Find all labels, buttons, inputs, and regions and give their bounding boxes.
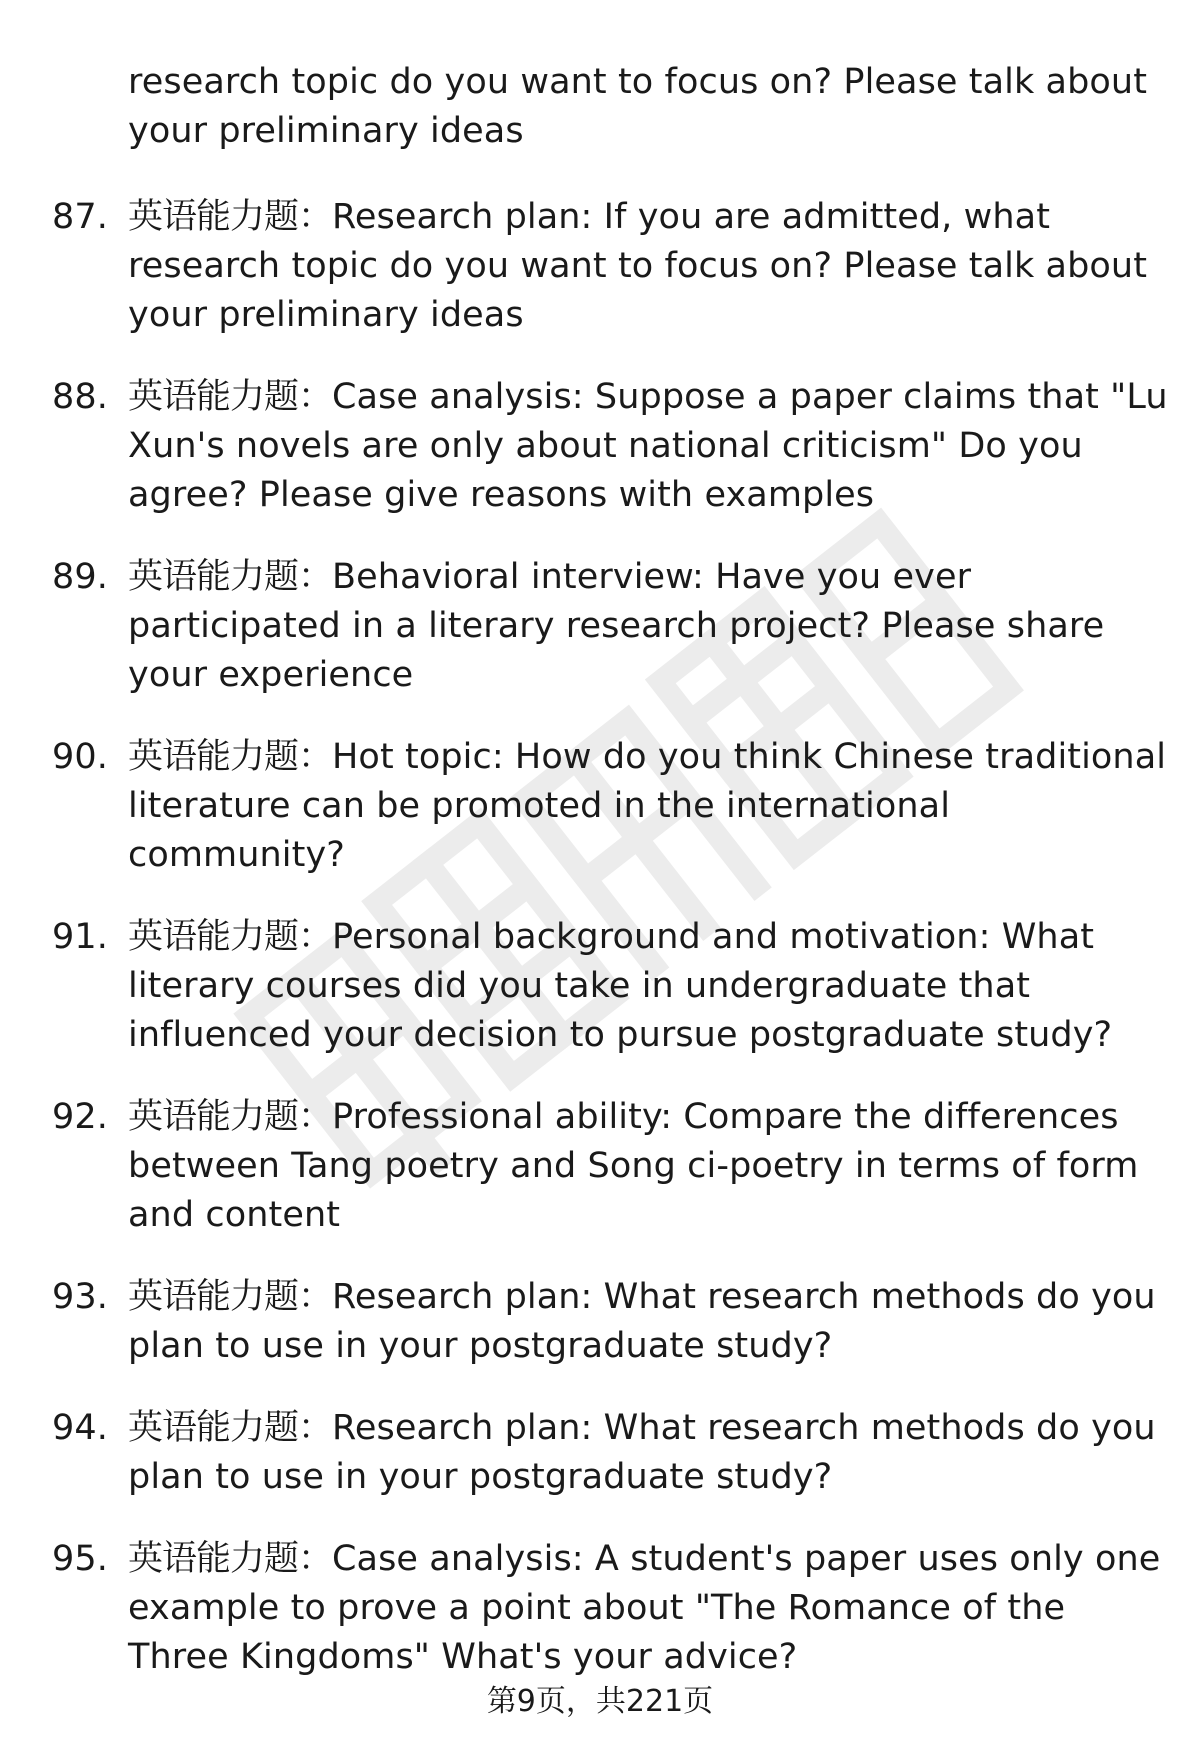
question-tag: 英语能力题： [128,737,333,777]
list-item [52,1093,1172,1240]
question-tag: 英语能力题： [128,1408,333,1448]
question-tag: 英语能力题： [128,557,333,597]
list-item [52,1273,1172,1371]
question-text: Personal background and motivation: What literary courses did you take in undergraduate that influenced your decision to pursue postgraduate study? [128,917,1113,1055]
question-tag: 英语能力题： [128,377,333,417]
question-number: 87. [52,197,108,237]
list-item [52,58,1172,156]
question-number: 88. [52,377,108,417]
question-list [52,58,1172,1715]
question-text: Case analysis: A student's paper uses only one example to prove a point about "The Romance of the Three Kingdoms" What's your advice? [128,1539,1161,1677]
question-number: 89. [52,557,108,597]
question-tag: 英语能力题： [128,1097,333,1137]
list-item [52,1404,1172,1502]
question-text: Research plan: What research methods do you plan to use in your postgraduate study? [128,1277,1156,1366]
question-number: 90. [52,737,108,777]
question-number: 92. [52,1097,108,1137]
list-item [52,913,1172,1060]
question-text: Case analysis: Suppose a paper claims that "Lu Xun's novels are only about national criticism" Do you agree? Please give reasons with examples [128,377,1168,515]
page-number-footer: 第9页，共221页 [486,1684,714,1719]
question-text: Research plan: What research methods do you plan to use in your postgraduate study? [128,1408,1156,1497]
question-number: 91. [52,917,108,957]
question-text: Behavioral interview: Have you ever participated in a literary research project? Please share your experience [128,557,1105,695]
list-item [52,373,1172,520]
question-text: Hot topic: How do you think Chinese traditional literature can be promoted in the international community? [128,737,1167,875]
question-number: 95. [52,1539,108,1579]
list-item [52,193,1172,340]
question-tag: 英语能力题： [128,917,333,957]
question-text: Research plan: If you are admitted, what research topic do you want to focus on? Please talk about your preliminary ideas [128,197,1148,335]
question-number: 93. [52,1277,108,1317]
list-item [52,1535,1172,1682]
list-item [52,733,1172,880]
question-continuation-text: research topic do you want to focus on? Please talk about your preliminary ideas [128,62,1148,151]
question-text: Professional ability: Compare the differences between Tang poetry and Song ci-poetry in terms of form and content [128,1097,1139,1235]
list-item [52,553,1172,700]
question-tag: 英语能力题： [128,197,333,237]
question-tag: 英语能力题： [128,1277,333,1317]
question-tag: 英语能力题： [128,1539,333,1579]
question-number: 94. [52,1408,108,1448]
